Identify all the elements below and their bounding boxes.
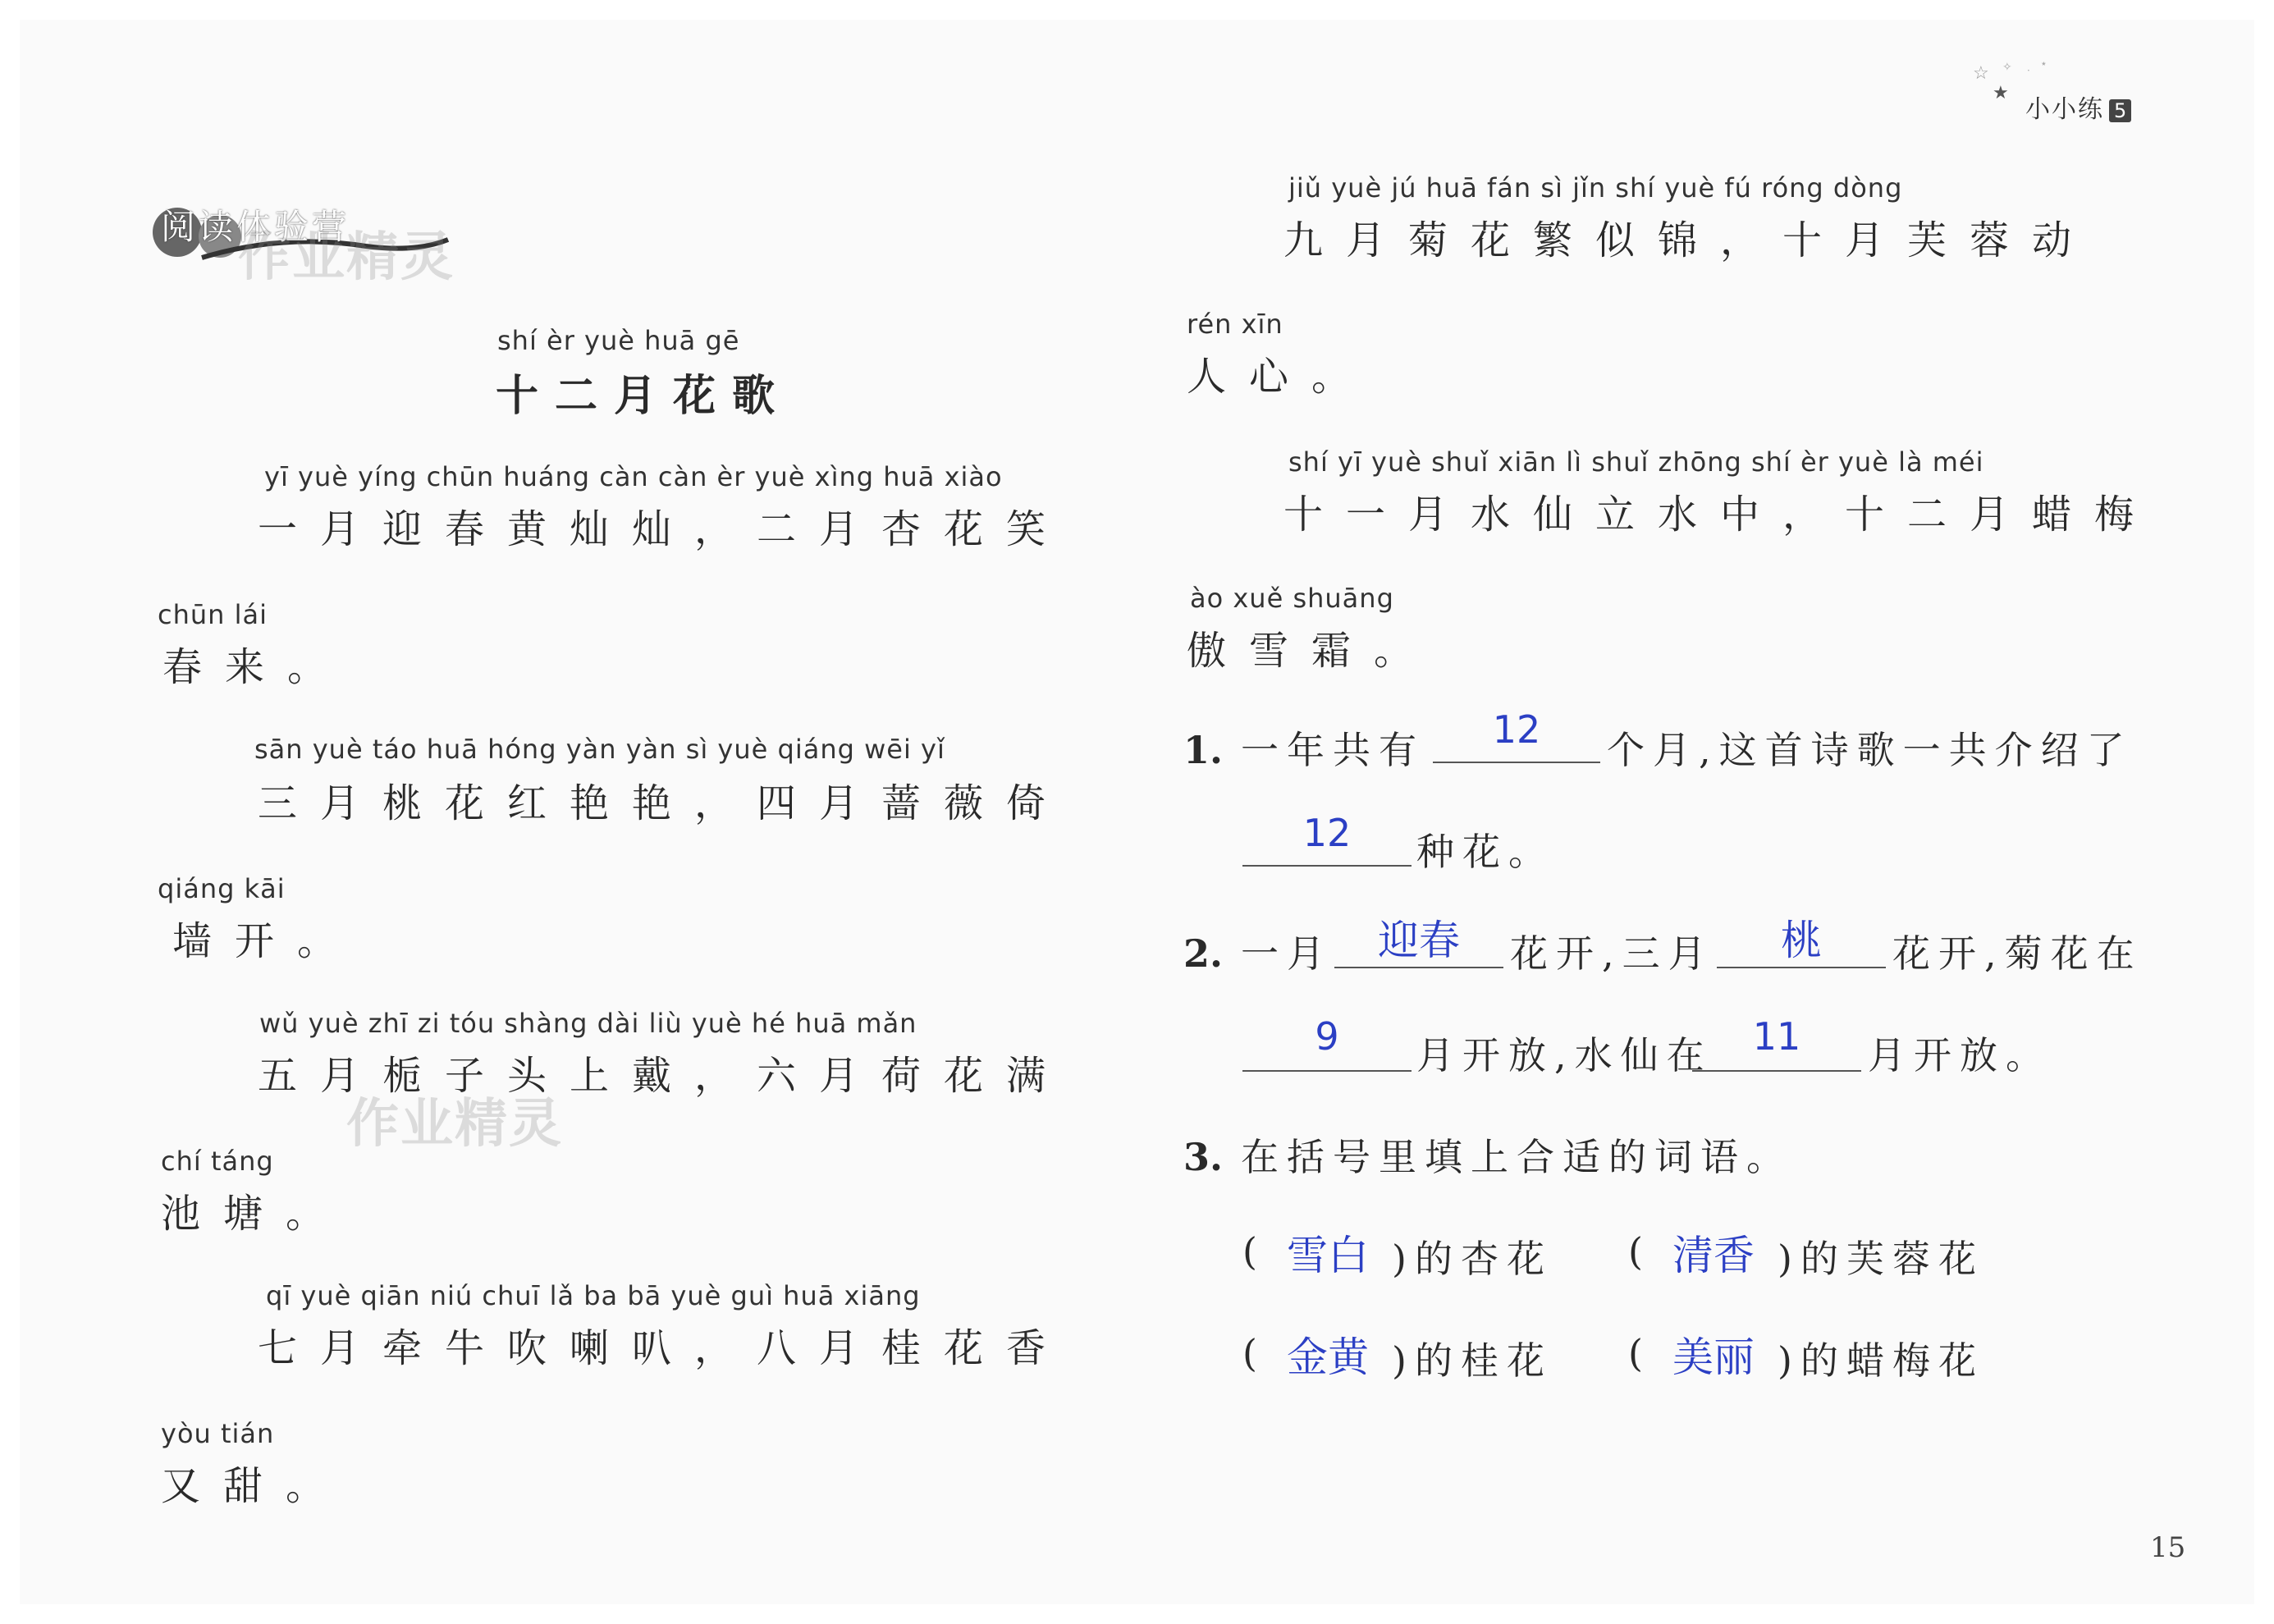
poem-pinyin-line-9: jiǔ yuè jú huā fán sì jǐn shí yuè fú róng dòng [1288, 172, 1903, 204]
question-1-number: 1. [1183, 728, 1224, 772]
question-3-item-4-open: ( [1628, 1331, 1651, 1375]
poem-pinyin-line-11: shí yī yuè shuǐ xiān lì shuǐ zhōng shí èr yuè là méi [1288, 446, 1984, 478]
poem-pinyin-line-5: wǔ yuè zhī zi tóu shàng dài liù yuè hé huā mǎn [259, 1008, 917, 1039]
poem-pinyin-line-12: ào xuě shuāng [1190, 583, 1394, 614]
watermark-middle: 作业精灵 [346, 1094, 563, 1155]
question-2-text-c: 花开,菊花在 [1892, 931, 2143, 976]
poem-line-3: 三月桃花红艳艳，四月蔷薇倚 [258, 780, 1069, 826]
poem-pinyin-line-8: yòu tián [161, 1418, 275, 1449]
series-number: 5 [2109, 99, 2131, 122]
question-3-item-2-open: ( [1628, 1229, 1651, 1274]
question-1-blank-2[interactable] [1242, 865, 1412, 867]
question-3-item-2-suffix: )的芙蓉花 [1778, 1237, 1984, 1281]
poem-pinyin-line-4: qiáng kāi [158, 873, 286, 904]
svg-text:✧: ✧ [2002, 61, 2012, 74]
question-3-item-3-answer[interactable]: 金黄 [1287, 1334, 1369, 1381]
question-1-text-b: 个月,这首诗歌一共介绍了 [1607, 728, 2133, 772]
question-3-item-1-suffix: )的杏花 [1392, 1237, 1553, 1281]
poem-pinyin-line-2: chūn lái [158, 599, 268, 630]
question-2-answer-2: 桃 [1781, 917, 1822, 964]
poem-line-4: 墙开。 [172, 918, 360, 964]
section-badge-text: 阅读体验营 [161, 207, 350, 247]
question-2-blank-2[interactable] [1717, 967, 1886, 968]
svg-text:☆: ☆ [1973, 63, 1989, 84]
series-label-text: 小小练 [2025, 95, 2104, 124]
poem-line-5: 五月栀子头上戴，六月荷花满 [258, 1053, 1069, 1099]
svg-text:·: · [2027, 65, 2030, 76]
poem-line-2: 春来。 [162, 644, 350, 690]
question-3-item-4-answer[interactable]: 美丽 [1672, 1334, 1755, 1381]
poem-pinyin-line-1: yī yuè yíng chūn huáng càn càn èr yuè xìng huā xiào [264, 461, 1003, 492]
poem-pinyin-line-6: chí táng [161, 1146, 274, 1177]
poem-line-10: 人心。 [1187, 354, 1375, 400]
question-1-answer-2: 12 [1302, 811, 1352, 855]
poem-title: 十二月花歌 [496, 371, 792, 421]
question-2-blank-4[interactable] [1692, 1070, 1861, 1072]
question-3-text: 在括号里填上合适的词语。 [1241, 1135, 1793, 1179]
question-3-item-3-open: ( [1242, 1331, 1265, 1375]
question-3-item-1-answer[interactable]: 雪白 [1287, 1232, 1369, 1279]
svg-text:★: ★ [1993, 83, 2009, 103]
question-2-line-1 [1183, 924, 1333, 978]
question-2-blank-3[interactable] [1242, 1070, 1412, 1072]
poem-line-11: 十一月水仙立水中，十二月蜡梅 [1283, 492, 2157, 538]
question-1-text-a: 一年共有 [1241, 728, 1425, 772]
question-3-number: 3. [1183, 1135, 1224, 1179]
question-2-answer-3: 9 [1315, 1014, 1339, 1059]
poem-line-9: 九月菊花繁似锦，十月芙蓉动 [1283, 217, 2095, 263]
question-2-answer-1: 迎春 [1378, 917, 1460, 964]
question-1-answer-1: 12 [1492, 707, 1541, 752]
poem-line-6: 池塘。 [161, 1191, 349, 1237]
question-3-item-4-suffix: )的蜡梅花 [1778, 1338, 1984, 1383]
question-2-text-d: 月开放,水仙在 [1416, 1033, 1713, 1077]
poem-line-8: 又甜。 [161, 1463, 349, 1509]
poem-line-1: 一月迎春黄灿灿，二月杏花笑 [258, 506, 1069, 552]
question-2-blank-1[interactable] [1334, 967, 1503, 968]
question-2-text-b: 花开,三月 [1510, 931, 1714, 976]
question-2-answer-4: 11 [1752, 1014, 1801, 1059]
question-1-text-c: 种花。 [1416, 830, 1554, 874]
question-1-blank-1[interactable] [1433, 762, 1600, 763]
question-1-line-1 [1183, 721, 1425, 775]
page-number: 15 [2150, 1531, 2186, 1564]
question-2-text-e: 月开放。 [1868, 1033, 2052, 1077]
question-2-text-a: 一月 [1241, 931, 1334, 976]
poem-pinyin-line-3: sān yuè táo huā hóng yàn yàn sì yuè qiáng wēi yǐ [254, 734, 945, 765]
question-3-item-1-open: ( [1242, 1229, 1265, 1274]
poem-pinyin-line-7: qī yuè qiān niú chuī lǎ ba bā yuè guì huā xiāng [266, 1280, 921, 1311]
series-label [2025, 89, 2131, 125]
poem-line-7: 七月牵牛吹喇叭，八月桂花香 [258, 1325, 1069, 1371]
poem-title-pinyin: shí èr yuè huā gē [497, 325, 740, 356]
svg-text:⋆: ⋆ [2040, 57, 2048, 71]
poem-pinyin-line-10: rén xīn [1187, 309, 1283, 340]
watermark-top: 作业精灵 [238, 227, 455, 288]
question-3-item-2-answer[interactable]: 清香 [1672, 1232, 1755, 1279]
poem-line-12: 傲雪霜。 [1187, 628, 1437, 674]
question-2-number: 2. [1183, 931, 1224, 976]
question-3-item-3-suffix: )的桂花 [1392, 1338, 1553, 1383]
question-3-prompt [1183, 1128, 1792, 1182]
